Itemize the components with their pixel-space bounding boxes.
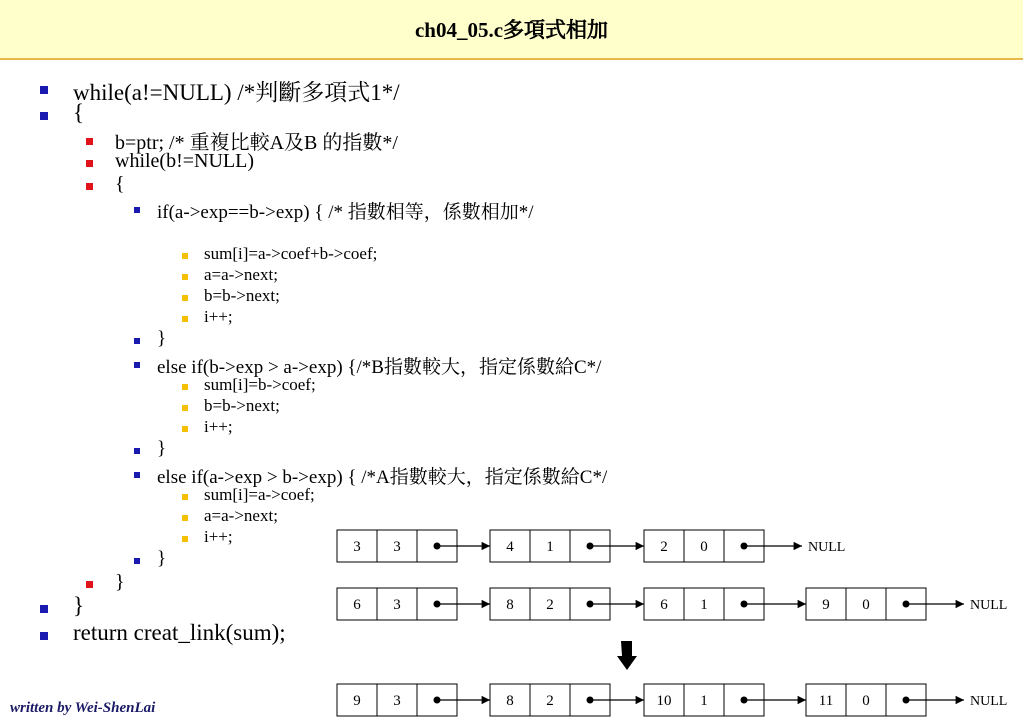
code-line: else if(b->exp > a->exp) {/*B指數較大，指定係數給C*/ xyxy=(157,357,602,378)
list-node xyxy=(337,588,490,620)
null-label: NULL xyxy=(808,540,846,555)
code-line: return creat_link(sum); xyxy=(73,620,286,645)
code-line: b=b->next; xyxy=(204,286,280,305)
code-line: a=a->next; xyxy=(204,265,278,284)
code-line: } xyxy=(157,548,167,569)
code-line: } xyxy=(157,328,167,349)
code-line: sum[i]=b->coef; xyxy=(204,375,316,394)
code-line: sum[i]=a->coef; xyxy=(204,485,315,504)
code-line: if(a->exp==b->exp) { /* 指數相等，係數相加*/ xyxy=(157,202,534,223)
code-line: a=a->next; xyxy=(204,506,278,525)
code-line: while(a!=NULL) /*判斷多項式1*/ xyxy=(73,80,400,105)
node-exp: 1 xyxy=(700,693,708,709)
list-node xyxy=(806,588,1007,620)
node-exp: 2 xyxy=(546,693,554,709)
node-exp: 3 xyxy=(393,597,401,613)
node-coef: 11 xyxy=(818,693,834,709)
list-node xyxy=(337,530,490,562)
node-coef: 4 xyxy=(506,539,514,555)
node-exp: 1 xyxy=(546,539,554,555)
list-b xyxy=(337,588,1007,620)
node-coef: 9 xyxy=(822,597,830,613)
node-coef: 8 xyxy=(506,693,514,709)
node-exp: 0 xyxy=(862,597,870,613)
list-node xyxy=(337,684,490,716)
node-coef: 2 xyxy=(660,539,668,555)
node-exp: 3 xyxy=(393,693,401,709)
code-line: i++; xyxy=(204,527,233,546)
node-coef: 6 xyxy=(660,597,668,613)
code-line: else if(a->exp > b->exp) { /*A指數較大，指定係數給C*/ xyxy=(157,467,608,488)
node-coef: 8 xyxy=(506,597,514,613)
node-exp: 0 xyxy=(700,539,708,555)
code-line: } xyxy=(157,438,167,459)
list-node xyxy=(644,530,845,562)
code-line: i++; xyxy=(204,307,233,326)
down-arrow-icon xyxy=(617,641,637,670)
null-label: NULL xyxy=(970,598,1008,613)
code-line: { xyxy=(115,173,125,195)
code-line: sum[i]=a->coef+b->coef; xyxy=(204,244,378,263)
footer-credit: written by Wei-ShenLai xyxy=(10,700,156,716)
code-line: b=ptr; /* 重複比較A及B 的指數*/ xyxy=(115,132,398,154)
node-exp: 2 xyxy=(546,597,554,613)
code-line: while(b!=NULL) xyxy=(115,150,255,172)
null-label: NULL xyxy=(970,694,1008,709)
node-coef: 3 xyxy=(353,539,361,555)
list-node xyxy=(644,588,806,620)
node-coef: 6 xyxy=(353,597,361,613)
list-node xyxy=(490,588,644,620)
node-coef: 10 xyxy=(656,693,672,709)
list-node xyxy=(806,684,1007,716)
code-line: } xyxy=(115,571,125,593)
node-exp: 3 xyxy=(393,539,401,555)
code-line: } xyxy=(73,593,85,618)
list-a xyxy=(337,530,845,562)
code-line: { xyxy=(73,100,85,125)
code-line: i++; xyxy=(204,417,233,436)
list-node xyxy=(490,684,644,716)
list-node xyxy=(490,530,644,562)
node-coef: 9 xyxy=(353,693,361,709)
node-exp: 1 xyxy=(700,597,708,613)
list-sum xyxy=(337,684,1007,716)
list-node xyxy=(644,684,806,716)
node-exp: 0 xyxy=(862,693,870,709)
slide-title: ch04_05.c多項式相加 xyxy=(414,18,609,42)
code-line: b=b->next; xyxy=(204,396,280,415)
